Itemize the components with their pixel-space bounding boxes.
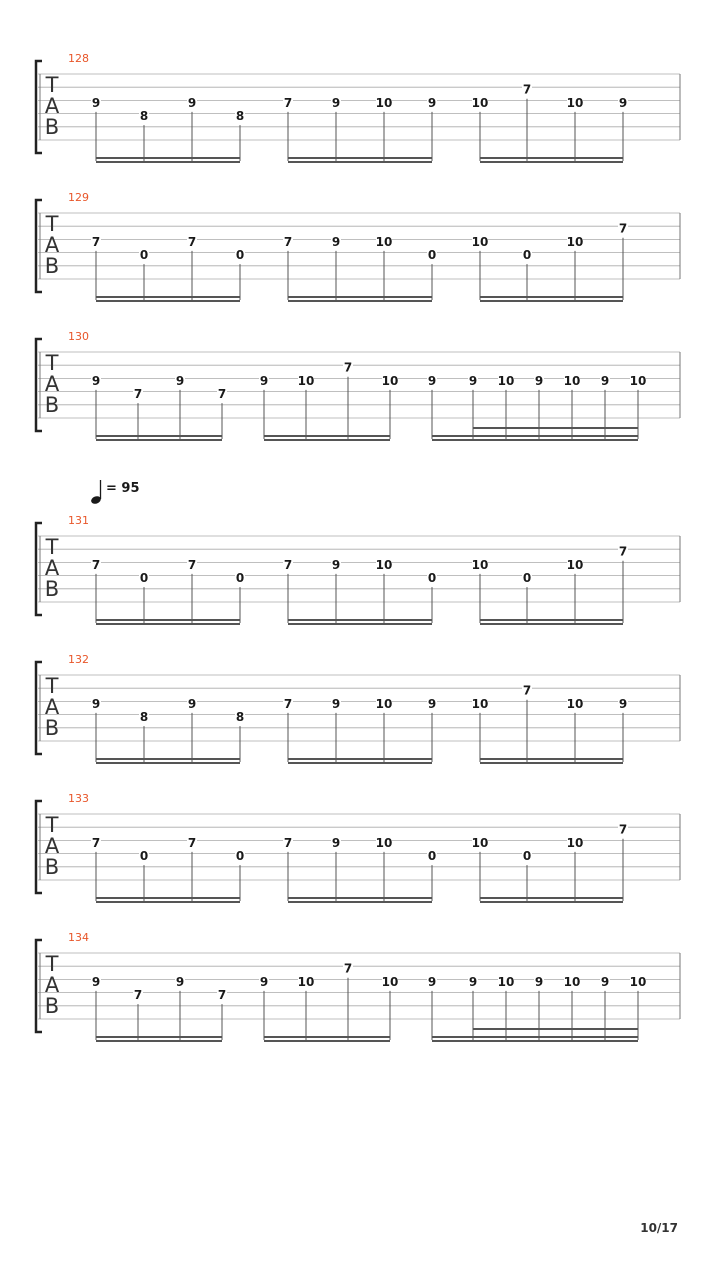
fret-number: 10 xyxy=(629,974,647,989)
fret-number: 7 xyxy=(133,988,143,1003)
eighth-beam xyxy=(480,161,623,163)
fret-number: 10 xyxy=(497,974,515,989)
fret-number: 9 xyxy=(331,557,341,572)
measure-number: 129 xyxy=(68,191,89,204)
fret-number: 7 xyxy=(187,234,197,249)
fret-number: 10 xyxy=(566,835,584,850)
fret-number: 7 xyxy=(522,82,532,97)
eighth-beam xyxy=(96,1040,222,1042)
tab-clef-letter: B xyxy=(44,115,60,139)
eighth-beam xyxy=(96,619,240,621)
eighth-beam xyxy=(96,1036,222,1038)
tab-clef-letter: A xyxy=(44,233,60,257)
eighth-beam xyxy=(480,897,623,899)
tab-system xyxy=(36,931,680,1042)
eighth-beam xyxy=(432,1040,638,1042)
fret-number: 10 xyxy=(566,95,584,110)
fret-number: 10 xyxy=(381,974,399,989)
beam-group xyxy=(427,374,646,441)
eighth-beam xyxy=(480,619,623,621)
fret-number: 10 xyxy=(375,835,393,850)
system-bracket xyxy=(36,940,42,1032)
fret-number: 0 xyxy=(139,849,149,864)
fret-number: 0 xyxy=(235,248,245,263)
fret-number: 0 xyxy=(522,248,532,263)
fret-number: 9 xyxy=(468,373,478,388)
tab-clef-letter: T xyxy=(45,813,59,837)
fret-number: 7 xyxy=(91,835,101,850)
eighth-beam xyxy=(480,623,623,625)
eighth-beam xyxy=(288,619,432,621)
fret-number: 10 xyxy=(471,95,489,110)
fret-number: 9 xyxy=(187,95,197,110)
fret-number: 7 xyxy=(217,387,227,402)
tab-clef-letter: B xyxy=(44,716,60,740)
beam-group xyxy=(283,836,437,903)
beam-group xyxy=(91,558,245,625)
fret-number: 9 xyxy=(175,974,185,989)
fret-number: 7 xyxy=(618,221,628,236)
fret-number: 0 xyxy=(522,849,532,864)
measure-number: 133 xyxy=(68,792,89,805)
eighth-beam xyxy=(432,439,638,441)
eighth-beam xyxy=(432,435,638,437)
tab-clef-letter: B xyxy=(44,855,60,879)
tab-system xyxy=(36,191,680,302)
eighth-beam xyxy=(480,901,623,903)
tab-clef-letter: A xyxy=(44,556,60,580)
eighth-beam xyxy=(96,157,240,159)
fret-number: 10 xyxy=(471,696,489,711)
sixteenth-beam xyxy=(473,1028,638,1030)
tab-clef-letter: B xyxy=(44,577,60,601)
fret-number: 9 xyxy=(618,95,628,110)
eighth-beam xyxy=(96,762,240,764)
fret-number: 7 xyxy=(522,683,532,698)
fret-number: 9 xyxy=(427,373,437,388)
tab-clef-letter: A xyxy=(44,973,60,997)
tab-clef-letter: T xyxy=(45,952,59,976)
measure-number: 131 xyxy=(68,514,89,527)
tab-clef-letter: A xyxy=(44,94,60,118)
beam-group xyxy=(283,558,437,625)
measure-number: 128 xyxy=(68,52,89,65)
tab-clef-letter: T xyxy=(45,212,59,236)
fret-number: 9 xyxy=(259,373,269,388)
tab-clef-letter: B xyxy=(44,254,60,278)
eighth-beam xyxy=(288,897,432,899)
fret-number: 9 xyxy=(91,95,101,110)
beam-group xyxy=(427,975,646,1042)
tab-clef-letter: T xyxy=(45,351,59,375)
fret-number: 0 xyxy=(522,571,532,586)
system-bracket xyxy=(36,523,42,615)
fret-number: 10 xyxy=(497,373,515,388)
system-bracket xyxy=(36,339,42,431)
page-number: 10/17 xyxy=(640,1221,678,1235)
beam-group xyxy=(91,975,227,1042)
eighth-beam xyxy=(288,901,432,903)
eighth-beam xyxy=(264,439,390,441)
tab-system xyxy=(36,330,680,441)
fret-number: 0 xyxy=(427,248,437,263)
beam-group xyxy=(472,684,628,764)
fret-number: 10 xyxy=(563,373,581,388)
fret-number: 9 xyxy=(534,373,544,388)
tab-system xyxy=(36,514,680,625)
fret-number: 8 xyxy=(139,109,149,124)
eighth-beam xyxy=(96,161,240,163)
eighth-beam xyxy=(288,762,432,764)
eighth-beam xyxy=(288,300,432,302)
fret-number: 9 xyxy=(468,974,478,989)
fret-number: 9 xyxy=(331,696,341,711)
system-bracket xyxy=(36,200,42,292)
eighth-beam xyxy=(96,758,240,760)
fret-number: 10 xyxy=(471,835,489,850)
fret-number: 9 xyxy=(91,696,101,711)
fret-number: 7 xyxy=(187,557,197,572)
fret-number: 7 xyxy=(91,234,101,249)
tab-clef-letter: T xyxy=(45,674,59,698)
system-bracket xyxy=(36,61,42,153)
system-bracket xyxy=(36,801,42,893)
fret-number: 9 xyxy=(91,974,101,989)
fret-number: 9 xyxy=(259,974,269,989)
beam-group xyxy=(91,697,245,764)
beam-group xyxy=(283,235,437,302)
system-bracket xyxy=(36,662,42,754)
fret-number: 10 xyxy=(297,373,315,388)
eighth-beam xyxy=(288,157,432,159)
eighth-beam xyxy=(480,157,623,159)
tab-clef-letter: B xyxy=(44,393,60,417)
beam-group xyxy=(91,235,245,302)
fret-number: 7 xyxy=(283,557,293,572)
eighth-beam xyxy=(264,1036,390,1038)
eighth-beam xyxy=(288,758,432,760)
eighth-beam xyxy=(96,623,240,625)
fret-number: 9 xyxy=(600,373,610,388)
tab-system xyxy=(36,792,680,903)
fret-number: 10 xyxy=(375,696,393,711)
beam-group xyxy=(472,222,628,302)
tab-system xyxy=(36,653,680,764)
measure-number: 130 xyxy=(68,330,89,343)
fret-number: 10 xyxy=(297,974,315,989)
eighth-beam xyxy=(480,296,623,298)
beam-group xyxy=(91,836,245,903)
eighth-beam xyxy=(264,435,390,437)
measure-number: 132 xyxy=(68,653,89,666)
beam-group xyxy=(259,962,398,1042)
fret-number: 10 xyxy=(566,557,584,572)
beam-group xyxy=(259,361,398,441)
eighth-beam xyxy=(96,439,222,441)
tab-clef-letter: A xyxy=(44,834,60,858)
fret-number: 7 xyxy=(343,961,353,976)
eighth-beam xyxy=(96,901,240,903)
beam-group xyxy=(472,545,628,625)
fret-number: 0 xyxy=(139,248,149,263)
eighth-beam xyxy=(288,161,432,163)
tab-clef-letter: T xyxy=(45,73,59,97)
fret-number: 9 xyxy=(175,373,185,388)
fret-number: 7 xyxy=(283,696,293,711)
fret-number: 10 xyxy=(566,234,584,249)
fret-number: 9 xyxy=(427,974,437,989)
eighth-beam xyxy=(96,435,222,437)
fret-number: 8 xyxy=(235,109,245,124)
fret-number: 10 xyxy=(381,373,399,388)
eighth-beam xyxy=(96,296,240,298)
beam-group xyxy=(91,96,245,163)
fret-number: 8 xyxy=(235,710,245,725)
eighth-beam xyxy=(432,1036,638,1038)
eighth-beam xyxy=(96,300,240,302)
fret-number: 9 xyxy=(618,696,628,711)
fret-number: 10 xyxy=(471,557,489,572)
fret-number: 10 xyxy=(629,373,647,388)
beam-group xyxy=(91,374,227,441)
fret-number: 0 xyxy=(427,849,437,864)
eighth-beam xyxy=(480,762,623,764)
fret-number: 8 xyxy=(139,710,149,725)
tab-system xyxy=(36,52,680,163)
fret-number: 7 xyxy=(283,95,293,110)
fret-number: 9 xyxy=(427,696,437,711)
tab-clef-letter: A xyxy=(44,695,60,719)
beam-group xyxy=(472,823,628,903)
fret-number: 9 xyxy=(331,234,341,249)
fret-number: 7 xyxy=(283,234,293,249)
fret-number: 9 xyxy=(331,95,341,110)
fret-number: 10 xyxy=(375,95,393,110)
tempo-value: = 95 xyxy=(106,481,140,496)
fret-number: 7 xyxy=(133,387,143,402)
fret-number: 0 xyxy=(235,571,245,586)
fret-number: 9 xyxy=(600,974,610,989)
fret-number: 7 xyxy=(618,822,628,837)
measure-number: 134 xyxy=(68,931,89,944)
eighth-beam xyxy=(288,296,432,298)
fret-number: 0 xyxy=(235,849,245,864)
fret-number: 10 xyxy=(563,974,581,989)
fret-number: 0 xyxy=(139,571,149,586)
beam-group xyxy=(283,96,437,163)
fret-number: 7 xyxy=(283,835,293,850)
fret-number: 9 xyxy=(534,974,544,989)
fret-number: 9 xyxy=(331,835,341,850)
fret-number: 9 xyxy=(187,696,197,711)
fret-number: 9 xyxy=(91,373,101,388)
fret-number: 7 xyxy=(618,544,628,559)
fret-number: 10 xyxy=(471,234,489,249)
tempo-marking xyxy=(90,480,139,505)
eighth-beam xyxy=(96,897,240,899)
fret-number: 10 xyxy=(375,557,393,572)
tab-clef-letter: A xyxy=(44,372,60,396)
sixteenth-beam xyxy=(473,427,638,429)
eighth-beam xyxy=(264,1040,390,1042)
eighth-beam xyxy=(288,623,432,625)
fret-number: 10 xyxy=(566,696,584,711)
eighth-beam xyxy=(480,758,623,760)
eighth-beam xyxy=(480,300,623,302)
fret-number: 10 xyxy=(375,234,393,249)
fret-number: 7 xyxy=(217,988,227,1003)
fret-number: 0 xyxy=(427,571,437,586)
fret-number: 7 xyxy=(343,360,353,375)
fret-number: 7 xyxy=(91,557,101,572)
tab-clef-letter: T xyxy=(45,535,59,559)
fret-number: 7 xyxy=(187,835,197,850)
beam-group xyxy=(283,697,437,764)
tab-clef-letter: B xyxy=(44,994,60,1018)
beam-group xyxy=(472,83,628,163)
fret-number: 9 xyxy=(427,95,437,110)
